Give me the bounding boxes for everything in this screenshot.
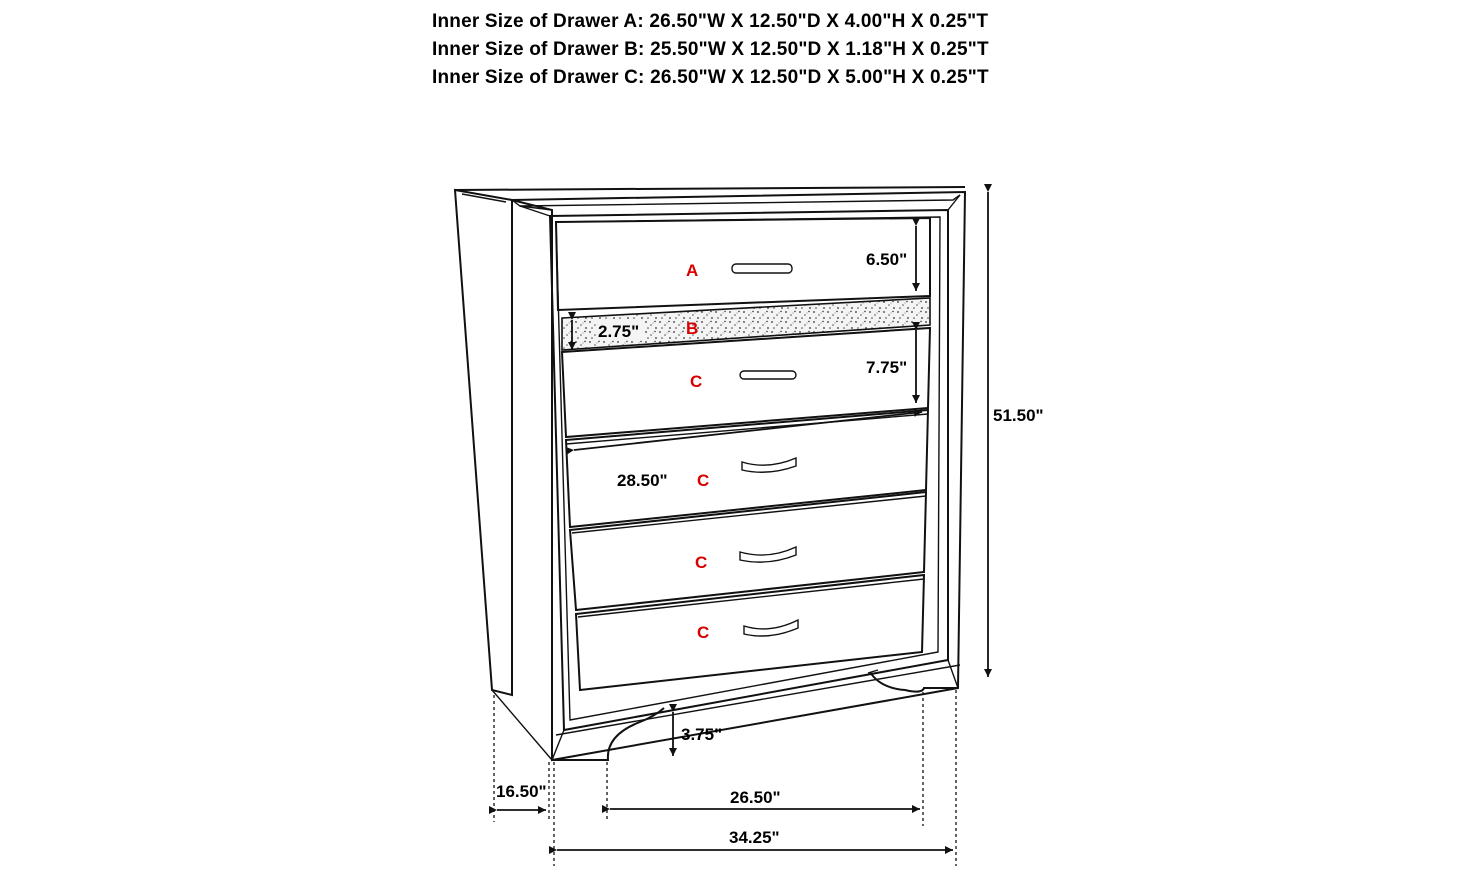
dim-drawer-width — [574, 412, 922, 490]
drawer-c4-label: C — [697, 623, 710, 642]
dim-total-width — [557, 828, 953, 850]
svg-text:7.75": 7.75" — [866, 358, 908, 377]
drawer-c3-label: C — [695, 553, 708, 572]
dim-inner-width — [610, 788, 920, 809]
side-panel — [455, 187, 965, 760]
dim-total-height — [988, 192, 1044, 677]
spec-drawer-c: Inner Size of Drawer C: 26.50"W X 12.50"D X 5.00"H X 0.25"T — [432, 67, 989, 88]
dim-drawer-c-height — [866, 330, 916, 403]
drawer-c-3 — [570, 492, 926, 610]
svg-text:16.50": 16.50" — [496, 782, 547, 801]
svg-text:51.50": 51.50" — [993, 406, 1044, 425]
dim-leg-height — [673, 712, 722, 756]
drawer-c2-label: C — [697, 471, 710, 490]
svg-text:2.75": 2.75" — [598, 322, 640, 341]
svg-text:34.25": 34.25" — [729, 828, 780, 847]
svg-text:6.50": 6.50" — [866, 250, 908, 269]
svg-text:28.50": 28.50" — [617, 471, 668, 490]
drawer-a-label: A — [686, 261, 699, 280]
spec-drawer-a: Inner Size of Drawer A: 26.50"W X 12.50"D X 4.00"H X 0.25"T — [432, 11, 989, 32]
dim-drawer-a-height — [866, 226, 916, 291]
svg-text:3.75": 3.75" — [681, 725, 723, 744]
legs — [552, 670, 958, 760]
drawer-c1-label: C — [690, 372, 703, 391]
svg-text:26.50": 26.50" — [730, 788, 781, 807]
drawer-c-4 — [576, 575, 924, 690]
drawer-c-2 — [566, 410, 928, 527]
dim-depth — [496, 782, 547, 810]
drawer-b-label: B — [686, 319, 699, 338]
spec-drawer-b: Inner Size of Drawer B: 25.50"W X 12.50"D X 1.18"H X 0.25"T — [432, 39, 989, 60]
